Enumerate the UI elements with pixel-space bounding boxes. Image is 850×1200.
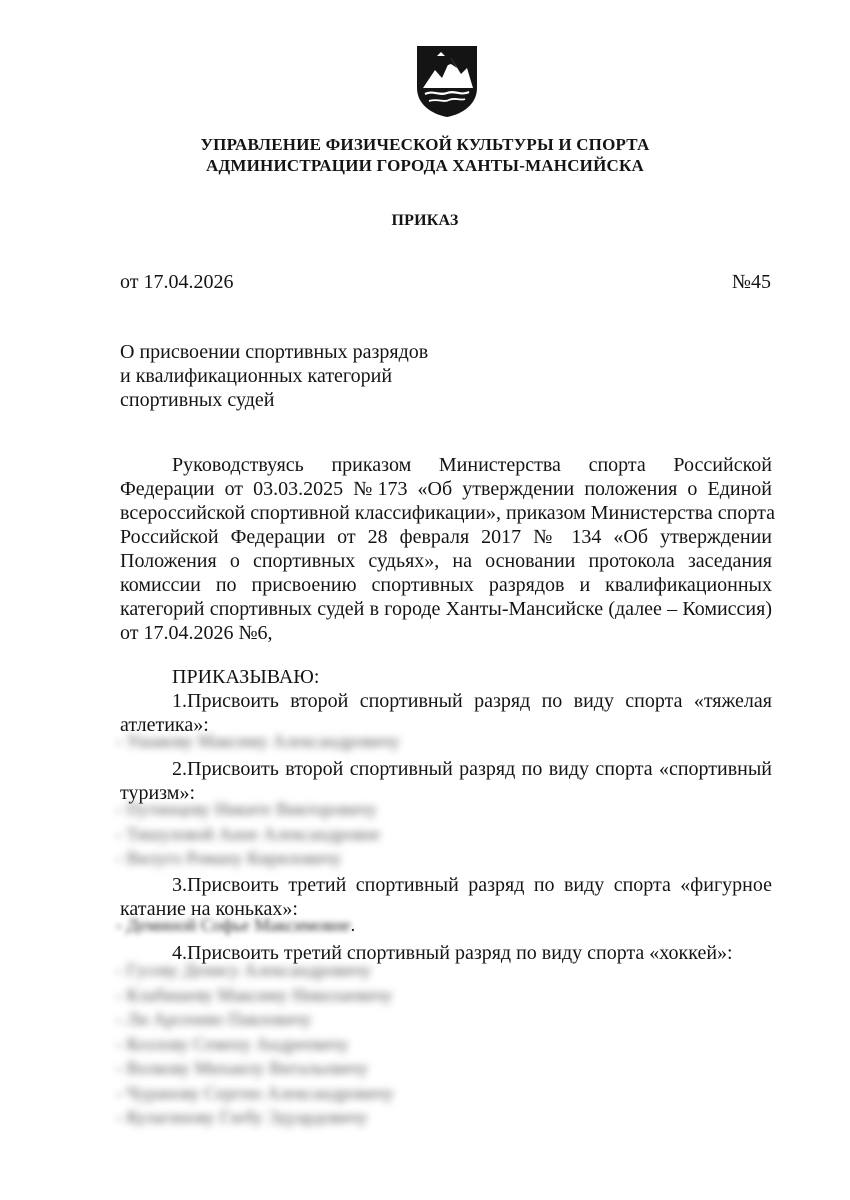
- redacted-person-name: - Вилуго Роману Кириловичу: [116, 848, 342, 868]
- organization-title: [0, 134, 850, 176]
- organization-title-line1: УПРАВЛЕНИЕ ФИЗИЧЕСКОЙ КУЛЬТУРЫ И СПОРТА: [200, 135, 650, 154]
- order-number: №45: [731, 271, 771, 293]
- preamble-line: Руководствуясь приказом Министерства спорта Российской: [172, 454, 772, 476]
- redacted-person-name: - Козлову Семену Андреевичу: [116, 1033, 349, 1054]
- preamble-paragraph: [120, 453, 775, 645]
- subject-line: и квалификационных категорий: [120, 365, 393, 387]
- order-directive-word: ПРИКАЗЫВАЮ:: [172, 666, 320, 688]
- preamble-line: категорий спортивных судей в городе Ханты-Мансийске (далее – Комиссия): [120, 598, 772, 620]
- list-end-period: .: [350, 915, 356, 935]
- redacted-person-name: - Волкову Михаилу Витальевичу: [116, 1058, 369, 1078]
- order-item-text: 4.Присвоить третий спортивный разряд по виду спорта «хоккей»:: [172, 942, 733, 964]
- preamble-line: Федерации от 03.03.2025 №173 «Об утверждении положения о Единой: [120, 478, 772, 500]
- order-item-text: катание на коньках»:: [120, 898, 298, 920]
- preamble-line: Российской Федерации от 28 февраля 2017 № 134 «Об утверждении: [120, 526, 772, 548]
- redacted-person-name: - Гусеву Денису Александровичу: [116, 960, 372, 980]
- redacted-names-list: [116, 958, 394, 1130]
- organization-title-line2: АДМИНИСТРАЦИИ ГОРОДА ХАНТЫ-МАНСИЙСКА: [205, 156, 645, 175]
- preamble-line: всероссийской спортивной классификации», приказом Министерства спорта: [120, 502, 775, 524]
- redacted-person-name: - Ли Арсению Павловичу: [116, 1009, 312, 1029]
- redacted-person-name: - Ушакову Максиму Александровичу: [116, 731, 400, 751]
- order-item-text: туризм»:: [120, 782, 196, 804]
- order-date: от 17.04.2026: [120, 271, 234, 293]
- redacted-person-name: - Деминой Софье Максимовне: [116, 915, 351, 935]
- document-type-title: ПРИКАЗ: [391, 212, 459, 229]
- preamble-line: Положения о спортивных судьях», на основании протокола заседания: [120, 550, 772, 572]
- redacted-person-name: - Чуранову Сергею Александровичу: [116, 1082, 394, 1103]
- subject-line: О присвоении спортивных разрядов: [120, 341, 429, 363]
- order-item-text: атлетика»:: [120, 714, 209, 736]
- redacted-names-list: [116, 797, 380, 871]
- order-directive: [120, 665, 772, 689]
- coat-of-arms-emblem: [415, 44, 479, 118]
- order-item-text: 2.Присвоить второй спортивный разряд по виду спорта «спортивный: [172, 758, 772, 780]
- preamble-line: от 17.04.2026 №6,: [120, 622, 273, 644]
- redacted-person-name: - Тишуловой Анне Александровне: [116, 823, 381, 844]
- preamble-line: комиссии по присвоению спортивных разрядов и квалификационных: [120, 574, 772, 596]
- redacted-person-name: - Клабишеву Максиму Николаевичу: [116, 984, 393, 1005]
- order-subject: [120, 340, 428, 412]
- redacted-names-list: [116, 729, 400, 754]
- order-item-text: 3.Присвоить третий спортивный разряд по виду спорта «фигурное: [172, 874, 772, 896]
- order-item-text: 1.Присвоить второй спортивный разряд по виду спорта «тяжелая: [172, 690, 772, 712]
- redacted-names-list: [116, 913, 355, 938]
- subject-line: спортивных судей: [120, 389, 275, 411]
- redacted-person-name: - Путинцеву Никите Викторовичу: [116, 799, 377, 819]
- redacted-person-name: - Кулагинову Глебу Эдуардовичу: [116, 1107, 368, 1127]
